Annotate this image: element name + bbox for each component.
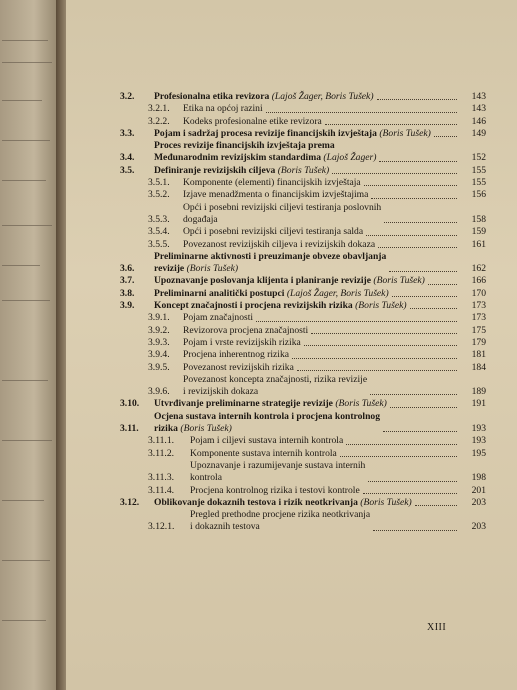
toc-entry: [120, 165, 486, 177]
toc-entry-page: 181: [471, 349, 486, 361]
toc-entry-author: (Boris Tušek): [186, 263, 239, 275]
toc-entry-page: 156: [471, 189, 486, 201]
toc-entry-number: 3.8.: [120, 287, 135, 299]
toc-entry-title-line: Ocjena sustava internih kontrola i procjena kontrolnog: [154, 410, 381, 422]
toc-entry-title: [183, 202, 381, 227]
toc-entry-page: 203: [471, 521, 486, 533]
toc-entry-body: [183, 103, 460, 115]
toc-entry-number: 3.3.: [120, 127, 135, 139]
toc-entry-body: [154, 497, 460, 509]
toc-entry-body: [183, 362, 460, 374]
toc-entry-number: 3.9.1.: [148, 312, 170, 324]
dot-leader: [292, 358, 457, 359]
toc-entry-title-line: Povezanost revizijskih ciljeva i revizijskih dokaza: [183, 238, 376, 250]
dot-leader: [390, 407, 457, 408]
toc-entry-title-line: Procjena kontrolnog rizika i testovi kontrole: [190, 484, 360, 496]
dot-leader: [373, 530, 457, 531]
toc-entry-page: 149: [471, 127, 486, 139]
toc-entry-body: [183, 189, 460, 201]
toc-entry-body: [154, 288, 460, 300]
toc-entry-title: [183, 189, 368, 201]
facing-page-text-line: [2, 225, 52, 226]
toc-entry-author: (Boris Tušek): [180, 423, 232, 435]
toc-entry-number: 3.5.2.: [148, 189, 170, 201]
toc-entry-page: 195: [471, 447, 486, 459]
toc-entry-title-line: događaja: [183, 213, 218, 225]
dot-leader: [340, 456, 457, 457]
toc-entry-number: 3.9.6.: [148, 386, 170, 398]
toc-entry-page: 175: [471, 324, 486, 336]
toc-entry-title-line: [154, 152, 376, 164]
toc-entry-title-line: Pojam i ciljevi sustava internih kontrola: [190, 435, 344, 447]
toc-entry-title: [183, 374, 367, 399]
facing-page-text-line: [2, 500, 44, 501]
toc-entry: [120, 288, 486, 300]
toc-entry-page: 193: [471, 423, 486, 435]
toc-entry-title-line: Etika na općoj razini: [183, 103, 263, 115]
toc-entry-title-line: Pojam značajnosti: [183, 312, 254, 324]
toc-entry-title: [154, 251, 386, 276]
toc-entry: [120, 128, 486, 140]
toc-entry-page: 158: [471, 213, 486, 225]
facing-page-text-line: [2, 265, 40, 266]
toc-entry-body: [154, 398, 460, 410]
toc-entry-page: 152: [471, 152, 486, 164]
facing-page-text-line: [2, 440, 52, 441]
toc-entry-number: 3.2.1.: [148, 103, 170, 115]
toc-entry-title: [183, 337, 301, 349]
toc-entry: [120, 103, 486, 115]
toc-entry-title: [183, 362, 294, 374]
toc-entry: [120, 116, 486, 128]
facing-page-text-line: [2, 40, 48, 41]
toc-entry: [120, 485, 486, 497]
toc-entry-body: [183, 349, 460, 361]
dot-leader: [304, 345, 457, 346]
toc-entry-author: (Boris Tušek): [379, 127, 431, 139]
toc-entry-number: 3.2.: [120, 91, 135, 102]
toc-entry: [120, 435, 486, 447]
toc-entry-page: 162: [471, 263, 486, 275]
facing-page: [0, 0, 62, 690]
toc-entry-title-text: Koncept značajnosti i procjena revizijskih rizika: [154, 300, 353, 312]
toc-entry-body: [183, 337, 460, 349]
toc-entry: [120, 312, 486, 324]
dot-leader: [378, 247, 457, 248]
toc-entry-body: [190, 435, 460, 447]
toc-entry-page: 166: [471, 275, 486, 287]
toc-entry-number: 3.9.3.: [148, 336, 170, 348]
toc-entry: [120, 362, 486, 374]
toc-entry-page: 193: [471, 435, 486, 447]
toc-entry-number: 3.11.3.: [148, 472, 175, 484]
toc-entry-page: 159: [471, 226, 486, 238]
dot-leader: [346, 444, 457, 445]
toc-entry-title: [183, 325, 308, 337]
toc-entry-page: 173: [471, 312, 486, 324]
toc-entry-page: 189: [471, 386, 486, 398]
toc-entry-author: (Boris Tušek): [277, 164, 330, 176]
toc-entry-title-line: Pregled prethodne procjene rizika neotkrivanja: [190, 509, 371, 521]
toc-entry: [120, 226, 486, 238]
toc-entry-title: [154, 275, 425, 287]
toc-entry-page: 201: [471, 484, 486, 496]
toc-entry-title-line: Pojam i vrste revizijskih rizika: [183, 336, 301, 348]
dot-leader: [370, 394, 457, 395]
toc-entry: [120, 300, 486, 312]
toc-entry-title-text: Upoznavanje poslovanja klijenta i planiranje revizije: [154, 275, 372, 287]
toc-entry: [120, 460, 486, 485]
toc-entry-title-line: Procjena inherentnog rizika: [183, 349, 290, 361]
facing-page-text-line: [2, 300, 50, 301]
toc-entry-page: 173: [471, 300, 486, 312]
toc-entry-body: [154, 128, 460, 140]
toc-entry-page: 203: [471, 496, 486, 508]
dot-leader: [363, 493, 457, 494]
table-of-contents: [120, 91, 486, 534]
toc-entry-body: [154, 140, 460, 165]
page-folio: XIII: [427, 622, 447, 633]
toc-entry: [120, 337, 486, 349]
toc-entry-title-line: [154, 91, 374, 103]
toc-entry-title-text: revizije: [154, 263, 185, 275]
toc-entry-title: [154, 91, 374, 103]
dot-leader: [415, 505, 457, 506]
toc-entry-title: [183, 226, 363, 238]
toc-entry-page: 184: [471, 361, 486, 373]
dot-leader: [366, 235, 457, 236]
toc-entry-page: 191: [471, 398, 486, 410]
toc-entry-title-line: Povezanost koncepta značajnosti, rizika revizije: [183, 373, 368, 385]
toc-entry-title: [154, 128, 431, 140]
toc-entry-number: 3.12.1.: [148, 521, 175, 533]
toc-entry: [120, 202, 486, 227]
facing-page-text-line: [2, 100, 42, 101]
toc-entry-body: [183, 177, 460, 189]
toc-entry: [120, 411, 486, 436]
toc-entry-body: [190, 448, 460, 460]
toc-entry-body: [154, 165, 460, 177]
facing-page-text-line: [2, 140, 50, 141]
toc-entry-body: [183, 374, 460, 399]
dot-leader: [434, 136, 457, 137]
toc-entry-title-line: [154, 398, 387, 410]
toc-entry-body: [154, 91, 460, 103]
toc-entry-title: [190, 485, 360, 497]
toc-entry-title-line: [154, 423, 380, 435]
toc-entry-number: 3.5.1.: [148, 177, 170, 189]
toc-entry: [120, 349, 486, 361]
dot-leader: [311, 333, 457, 334]
dot-leader: [410, 308, 457, 309]
toc-entry-body: [183, 202, 460, 227]
toc-entry-page: 143: [471, 103, 486, 115]
toc-entry-title-line: [154, 288, 389, 300]
toc-entry-title-line: [154, 300, 407, 312]
dot-leader: [256, 321, 457, 322]
toc-entry-title: [154, 165, 329, 177]
toc-entry-title-text: Definiranje revizijskih ciljeva: [154, 164, 276, 176]
toc-entry-number: 3.7.: [120, 275, 135, 287]
dot-leader: [377, 99, 457, 100]
toc-entry-title-line: [154, 128, 431, 140]
toc-entry: [120, 497, 486, 509]
toc-entry-number: 3.9.: [120, 300, 135, 312]
toc-entry: [120, 374, 486, 399]
toc-entry: [120, 275, 486, 287]
dot-leader: [389, 271, 457, 272]
toc-entry-title-line: Kodeks profesionalne etike revizora: [183, 115, 322, 127]
toc-entry-title: [154, 398, 387, 410]
toc-entry-number: 3.4.: [120, 152, 135, 164]
toc-entry-title: [154, 288, 389, 300]
toc-entry-title-line: Komponente (elementi) financijskih izvještaja: [183, 177, 361, 189]
toc-entry-body: [190, 509, 460, 534]
facing-page-text-line: [2, 380, 48, 381]
toc-entry-page: 155: [471, 177, 486, 189]
toc-entry-author: (Boris Tušek): [360, 496, 412, 508]
toc-entry: [120, 448, 486, 460]
dot-leader: [384, 222, 457, 223]
toc-entry-number: 3.9.4.: [148, 349, 170, 361]
facing-page-text-line: [2, 620, 46, 621]
toc-entry: [120, 177, 486, 189]
toc-entry: [120, 140, 486, 165]
toc-entry-title-line: kontrola: [190, 472, 222, 484]
toc-entry-number: 3.11.2.: [148, 447, 175, 459]
toc-entry-title-line: Opći i posebni revizijski ciljevi testiranja poslovnih: [183, 201, 382, 213]
toc-entry-number: 3.2.2.: [148, 115, 170, 127]
toc-entry-title-line: Opći i posebni revizijski ciljevi testiranja salda: [183, 226, 364, 238]
toc-entry-body: [190, 460, 460, 485]
toc-entry-title: [154, 497, 412, 509]
toc-entry-title: [190, 460, 365, 485]
toc-entry-page: 155: [471, 164, 486, 176]
toc-entry: [120, 398, 486, 410]
toc-entry-title-text: Oblikovanje dokaznih testova i rizik neotkrivanja: [154, 496, 358, 508]
toc-entry-page: 161: [471, 238, 486, 250]
toc-entry-author: (Lajoš Žager, Boris Tušek): [271, 91, 374, 102]
toc-entry-title: [183, 177, 361, 189]
facing-page-text-line: [2, 180, 46, 181]
toc-entry-body: [154, 251, 460, 276]
toc-entry-body: [183, 116, 460, 128]
toc-entry-title-line: Izjave menadžmenta o financijskim izvještajima: [183, 189, 369, 201]
toc-entry-title: [183, 239, 375, 251]
toc-entry-number: 3.5.3.: [148, 213, 170, 225]
toc-entry-title-text: Profesionalna etika revizora: [154, 91, 270, 102]
dot-leader: [392, 296, 457, 297]
toc-entry-title-line: [154, 263, 386, 275]
dot-leader: [325, 124, 457, 125]
toc-entry: [120, 325, 486, 337]
toc-entry-title-line: Upoznavanje i razumijevanje sustava internih: [190, 459, 366, 471]
toc-entry-number: 3.11.4.: [148, 484, 175, 496]
toc-entry-title: [190, 448, 337, 460]
toc-entry-title-line: i dokaznih testova: [190, 521, 260, 533]
toc-entry-number: 3.5.4.: [148, 226, 170, 238]
dot-leader: [383, 431, 457, 432]
toc-entry-author: (Boris Tušek): [373, 275, 425, 287]
toc-entry: [120, 509, 486, 534]
dot-leader: [364, 185, 457, 186]
toc-entry: [120, 91, 486, 103]
toc-entry-body: [183, 226, 460, 238]
toc-entry-title-line: Preliminarne aktivnosti i preuzimanje obveze obavljanja: [154, 250, 387, 262]
toc-entry-title: [183, 349, 289, 361]
toc-entry-title-text: Međunarodnim revizijskim standardima: [154, 152, 322, 164]
dot-leader: [297, 370, 457, 371]
toc-entry: [120, 189, 486, 201]
toc-entry: [120, 239, 486, 251]
facing-page-text-line: [2, 62, 52, 63]
toc-entry-author: (Boris Tušek): [355, 300, 407, 312]
toc-entry-body: [154, 411, 460, 436]
toc-entry-title: [190, 509, 370, 534]
toc-entry-title-line: [154, 497, 412, 509]
toc-entry-title-text: Utvrđivanje preliminarne strategije revizije: [154, 398, 333, 410]
toc-entry-title-line: i revizijskih dokaza: [183, 386, 259, 398]
dot-leader: [332, 173, 457, 174]
toc-entry-title: [190, 435, 343, 447]
toc-entry-number: 3.9.2.: [148, 324, 170, 336]
toc-entry-number: 3.11.: [120, 423, 139, 435]
dot-leader: [428, 284, 457, 285]
toc-entry-number: 3.5.5.: [148, 238, 170, 250]
toc-entry-title: [154, 300, 407, 312]
toc-entry-body: [183, 239, 460, 251]
toc-entry-body: [154, 300, 460, 312]
toc-entry-body: [183, 325, 460, 337]
toc-entry-page: 198: [471, 472, 486, 484]
toc-entry-page: 143: [471, 91, 486, 102]
toc-entry-number: 3.12.: [120, 496, 140, 508]
toc-entry-title-line: [154, 275, 425, 287]
dot-leader: [266, 112, 457, 113]
toc-entry-number: 3.10.: [120, 398, 140, 410]
toc-entry-page: 146: [471, 115, 486, 127]
toc-entry-page: 170: [471, 287, 486, 299]
toc-entry: [120, 251, 486, 276]
toc-entry-title-line: Povezanost revizijskih rizika: [183, 361, 294, 373]
dot-leader: [379, 161, 457, 162]
toc-entry-title-text: rizika: [154, 423, 178, 435]
toc-entry-title-text: Pojam i sadržaj procesa revizije financijskih izvještaja: [154, 127, 377, 139]
toc-entry-author: (Lajoš Žager, Boris Tušek): [286, 287, 389, 299]
toc-entry-number: 3.11.1.: [148, 435, 175, 447]
toc-entry-author: (Lajoš Žager): [323, 152, 377, 164]
toc-entry-title: [183, 116, 322, 128]
toc-entry-body: [183, 312, 460, 324]
toc-entry-title-line: Komponente sustava internih kontrola: [190, 447, 337, 459]
toc-entry-body: [190, 485, 460, 497]
dot-leader: [371, 198, 457, 199]
toc-entry-title: [183, 312, 253, 324]
facing-page-text-line: [2, 560, 50, 561]
toc-entry-title: [154, 411, 380, 436]
toc-entry-title-line: Revizorova procjena značajnosti: [183, 324, 309, 336]
dot-leader: [368, 481, 457, 482]
toc-entry-title-line: [154, 165, 329, 177]
toc-entry-title: [183, 103, 263, 115]
toc-entry-number: 3.5.: [120, 164, 135, 176]
toc-entry-body: [154, 275, 460, 287]
toc-entry-title-text: Preliminarni analitički postupci: [154, 287, 285, 299]
toc-entry-author: (Boris Tušek): [335, 398, 387, 410]
toc-entry-title-line: Proces revizije financijskih izvještaja prema: [154, 140, 335, 152]
toc-entry-number: 3.9.5.: [148, 361, 170, 373]
toc-entry-number: 3.6.: [120, 263, 135, 275]
toc-entry-title: [154, 140, 376, 165]
toc-page: [66, 0, 517, 690]
toc-entry-page: 179: [471, 336, 486, 348]
